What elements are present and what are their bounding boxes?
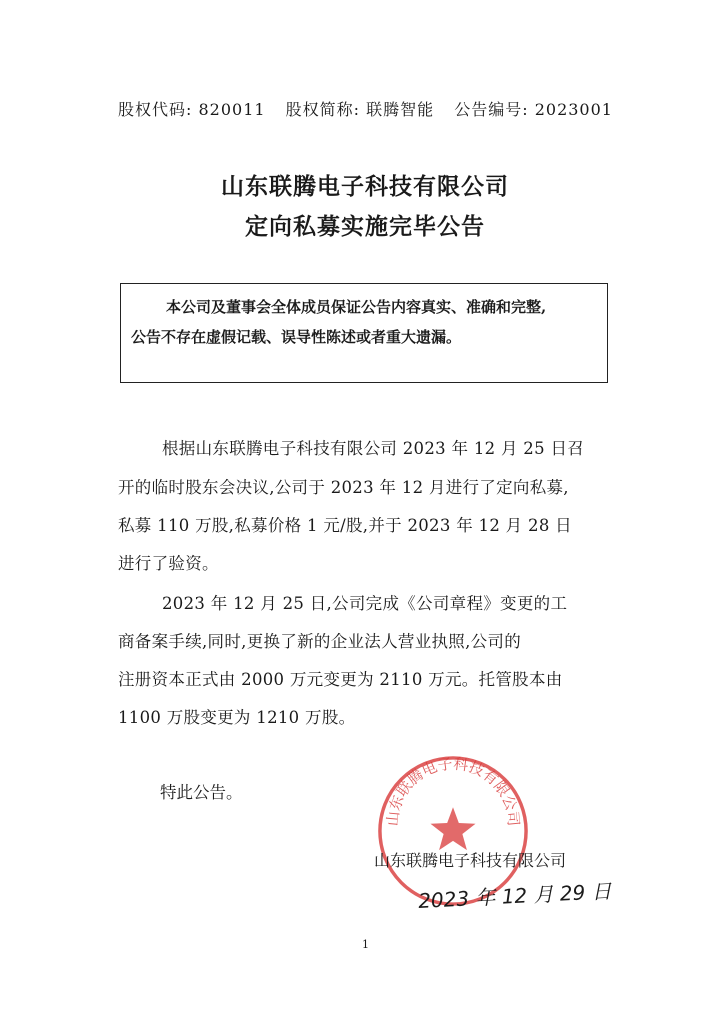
notice-header bbox=[118, 97, 678, 120]
paragraph-2-line: 2023 年 12 月 25 日,公司完成《公司章程》变更的工 bbox=[162, 594, 568, 613]
notice-title: 定向私募实施完毕公告 bbox=[245, 213, 485, 240]
paragraph-2-line: 注册资本正式由 2000 万元变更为 2110 万元。托管股本由 bbox=[118, 670, 563, 689]
paragraph-1-line: 进行了验资。 bbox=[118, 554, 219, 573]
seal-star-icon bbox=[430, 807, 475, 850]
disclaimer-line: 公告不存在虚假记载、误导性陈述或者重大遗漏。 bbox=[131, 328, 462, 346]
closing-remark: 特此公告。 bbox=[160, 783, 243, 802]
signing-date: 2023 年 12 月 29 日 bbox=[417, 878, 613, 914]
stock-code: 股权代码: 820011 bbox=[118, 100, 266, 119]
paragraph-2-line: 1100 万股变更为 1210 万股。 bbox=[118, 708, 356, 727]
signing-company: 山东联腾电子科技有限公司 bbox=[374, 851, 567, 870]
disclaimer-line: 本公司及董事会全体成员保证公告内容真实、准确和完整, bbox=[166, 298, 547, 316]
notice-number: 公告编号: 2023001 bbox=[454, 100, 613, 119]
paragraph-1-line: 根据山东联腾电子科技有限公司 2023 年 12 月 25 日召 bbox=[162, 439, 585, 458]
seal-text: 山东联腾电子科技有限公司 bbox=[384, 755, 522, 827]
paragraph-1-line: 私募 110 万股,私募价格 1 元/股,并于 2023 年 12 月 28 日 bbox=[118, 516, 572, 535]
paragraph-2-line: 商备案手续,同时,更换了新的企业法人营业执照,公司的 bbox=[118, 632, 522, 651]
company-title: 山东联腾电子科技有限公司 bbox=[221, 173, 509, 200]
page-number: 1 bbox=[362, 938, 369, 951]
stock-abbreviation: 股权简称: 联腾智能 bbox=[285, 100, 435, 119]
disclaimer-box bbox=[120, 283, 608, 383]
paragraph-1-line: 开的临时股东会决议,公司于 2023 年 12 月进行了定向私募, bbox=[118, 478, 569, 497]
